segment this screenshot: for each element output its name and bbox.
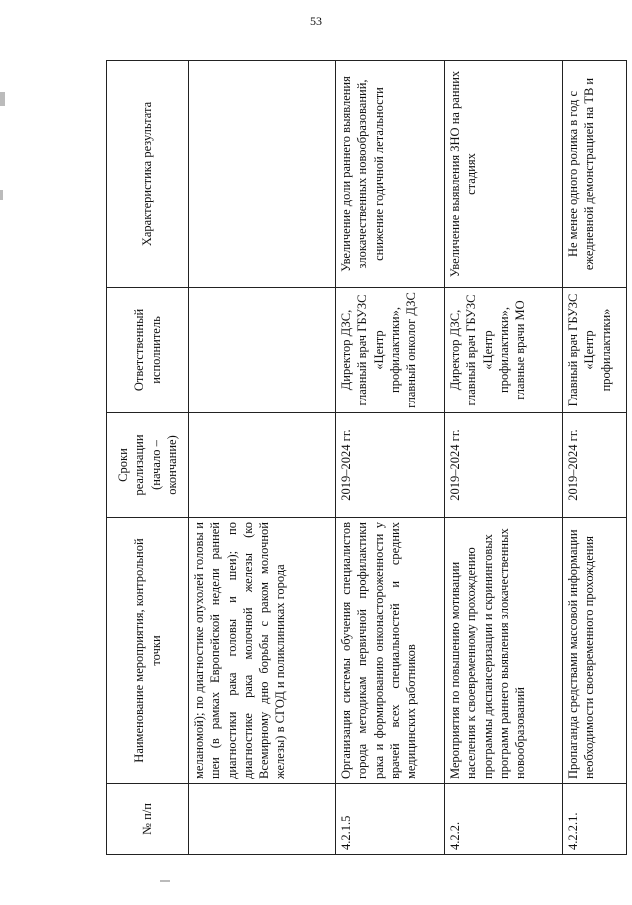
row-name: Пропаганда средствами массовой информации необходимости своевременного прохождения [563, 518, 627, 784]
row-num [189, 784, 336, 855]
row-result: Увеличение выявления ЗНО на ранних стадиях [445, 61, 563, 288]
row-name: Мероприятия по повышению мотивации населения к своевременному прохождению программы диспансеризации и скрининговых программ раннего выявления злокачественных новообразований [445, 518, 563, 784]
row-period: 2019–2024 гг. [336, 413, 445, 518]
table-row [563, 61, 627, 855]
row-responsible [189, 288, 336, 413]
row-result: Увеличение доли раннего выявления злокачественных новообразований, снижение годичной летальности [336, 61, 445, 288]
row-responsible: Директор ДЗС, главный врач ГБУЗС «Центр профилактики», главные врачи МО [445, 288, 563, 413]
header-period: Сроки реализации (начало – окончание) [107, 413, 189, 518]
header-responsible: Ответственный исполнитель [107, 288, 189, 413]
header-result: Характеристика результата [107, 61, 189, 288]
scan-edge-mark [160, 880, 170, 882]
table-row [336, 61, 445, 855]
table-row [189, 61, 336, 855]
row-num: 4.2.1.5 [336, 784, 445, 855]
row-period: 2019–2024 гг. [563, 413, 627, 518]
row-result: Не менее одного ролика в год с ежедневной демонстрацией на ТВ и [563, 61, 627, 288]
row-result [189, 61, 336, 288]
table-header-row [107, 61, 189, 855]
row-period: 2019–2024 гг. [445, 413, 563, 518]
row-responsible: Главный врач ГБУЗС «Центр профилактики» [563, 288, 627, 413]
row-period [189, 413, 336, 518]
row-num: 4.2.2.1. [563, 784, 627, 855]
row-name: Организация системы обучения специалистов города методикам первичной профилактики рака и формированию онконастороженности у врачей всех специальностей и средних медицинских работников [336, 518, 445, 784]
header-num: № п/п [107, 784, 189, 855]
row-num: 4.2.2. [445, 784, 563, 855]
measures-table [106, 60, 627, 855]
scan-edge-mark [0, 190, 3, 200]
table-row [445, 61, 563, 855]
row-responsible: Директор ДЗС, главный врач ГБУЗС «Центр профилактики», главный онколог ДЗС [336, 288, 445, 413]
page-number: 53 [310, 14, 322, 28]
header-name: Наименование мероприятия, контрольной точки [107, 518, 189, 784]
row-name: меланомой); по диагностике опухолей головы и шеи (в рамках Европейской недели ранней диагностики рака головы и шеи); по диагностике рака молочной железы (ко Всемирному дню борьбы с раком молочной железы) в СГОД и поликлиниках города [189, 518, 336, 784]
scan-edge-mark [0, 92, 5, 106]
